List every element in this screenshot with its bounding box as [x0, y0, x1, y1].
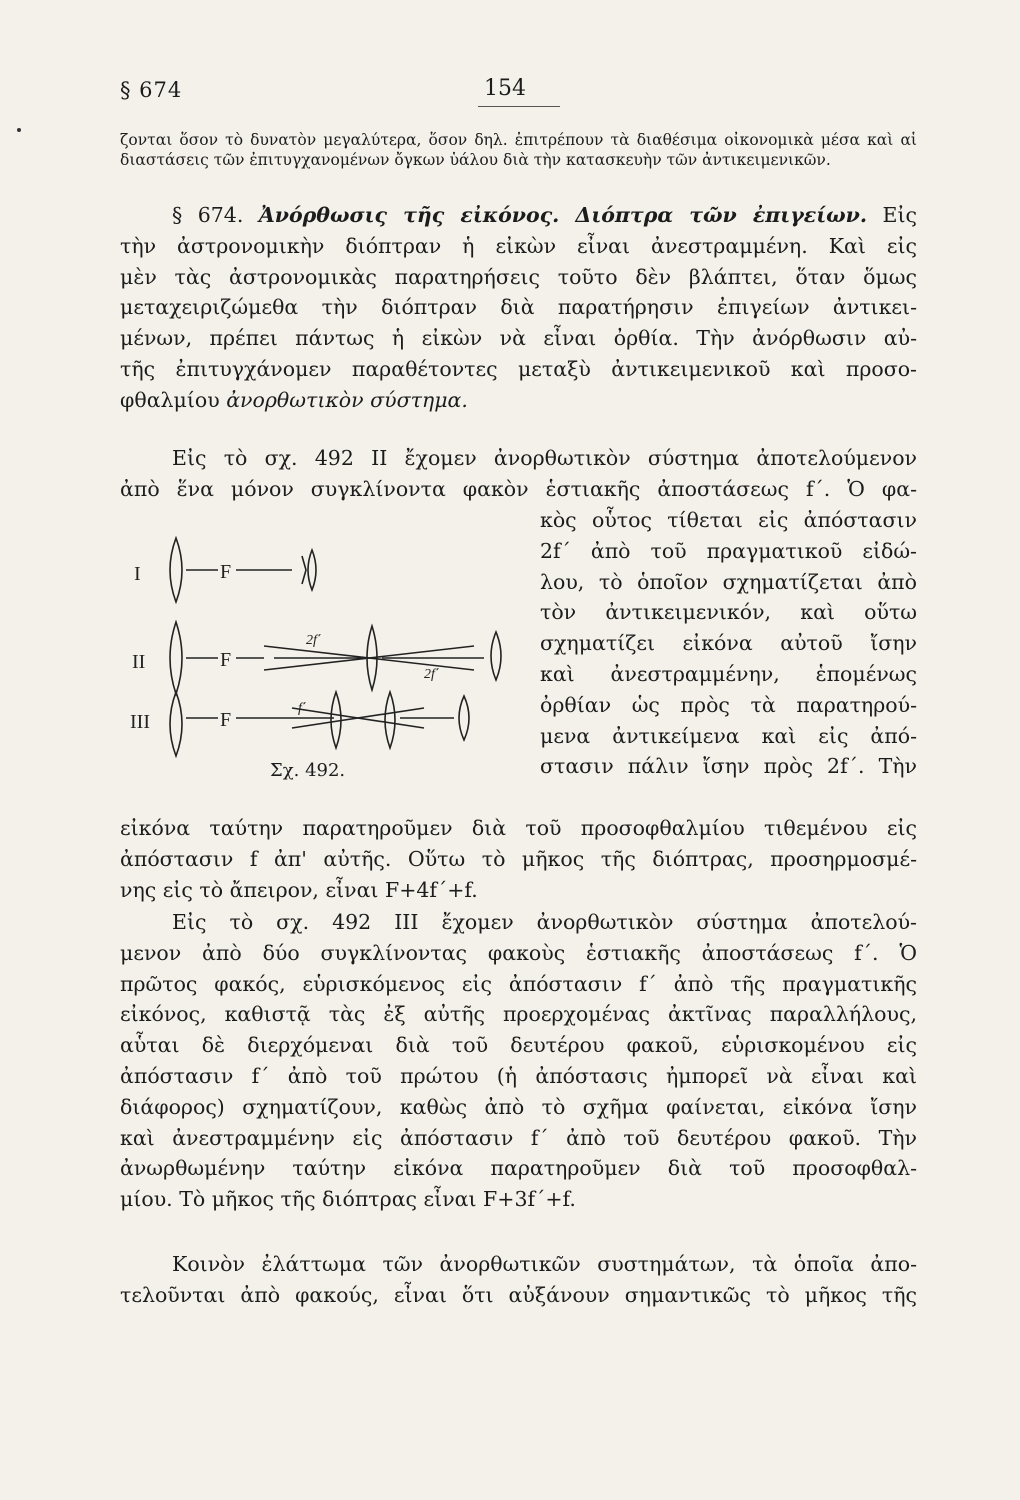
text-line: αὗται δὲ διερχόμεναι διὰ τοῦ δευτέρου φακοῦ, εὑρισκομένου εἰς	[120, 1033, 917, 1058]
text-line: διάφορος) σχηματίζουν, καθὼς ἀπὸ τὸ σχῆμα φαίνεται, εἰκόνα ἴσην	[120, 1094, 917, 1119]
small-print-paragraph: ζονται ὅσον τὸ δυνατὸν μεγαλύτερα, ὅσον δηλ. ἐπιτρέπουν τὰ διαθέσιμα οἰκονομικὰ μέσα καὶ αἱ διαστάσεις τῶν ἐπιτυγχανομένων ὄγκων ὑάλου διὰ τὴν κατασκευὴν τῶν ἀντικειμενικῶν.	[120, 131, 917, 169]
focal-label-II: F	[220, 649, 232, 671]
text-line: Κοινὸν ἐλάττωμα τῶν ἀνορθωτικῶν συστημάτων, τὰ ὁποῖα ἀπο-	[172, 1252, 917, 1276]
section-674-heading-line	[120, 203, 917, 234]
text-line: 2f΄ ἀπὸ τοῦ πραγματικοῦ εἰδώ-	[540, 538, 917, 563]
text-line: ὀρθίαν ὡς πρὸς τὰ παρατηρού-	[540, 692, 917, 717]
text-line: τὴν ἀστρονομικὴν διόπτραν ἡ εἰκὼν εἶναι ἀνεστραμμένη. Καὶ εἰς	[120, 233, 917, 258]
text-line: Εἰς τὸ σχ. 492 II ἔχομεν ἀνορθωτικὸν σύστημα ἀποτελούμενον	[172, 446, 917, 470]
text-fragment: φθαλμίου	[120, 387, 227, 412]
objective-lens-II	[170, 622, 182, 694]
text-line: καὶ ἀνεστραμμένην εἰς ἀπόστασιν f΄ ἀπὸ τοῦ δευτέρου φακοῦ. Τὴν	[120, 1125, 917, 1150]
paragraph-last	[120, 1252, 917, 1314]
paragraph-492-III	[120, 910, 917, 1218]
optics-diagram	[124, 528, 524, 798]
eyepiece-lens-II	[491, 632, 501, 680]
text-line: κὸς οὗτος τίθεται εἰς ἀπόστασιν	[540, 508, 917, 532]
text-line: ἀπόστασιν f΄ ἀπὸ τοῦ πρώτου (ἡ ἀπόστασις ἠμπορεῖ νὰ εἶναι καὶ	[120, 1063, 917, 1088]
text-line: μὲν τὰς ἀστρονομικὰς παρατηρήσεις τοῦτο δὲν βλάπτει, ὅταν ὅμως	[120, 264, 917, 289]
figure-492	[124, 528, 524, 798]
text-line: καὶ ἀνεστραμμένην, ἑπομένως	[540, 661, 917, 686]
text-line: μενα ἀντικείμενα καὶ εἰς ἀπό-	[540, 723, 917, 748]
paragraph-492-II	[120, 446, 917, 508]
text-line: τῆς ἐπιτυγχάνομεν παραθέτοντες μεταξὺ ἀντικειμενικοῦ καὶ προσο-	[120, 356, 917, 381]
label-2f: 2f΄	[306, 633, 322, 648]
section-header: § 674	[120, 78, 183, 102]
label-2f-second: 2f΄	[424, 667, 440, 682]
section-number: § 674.	[172, 203, 244, 227]
page-number-rule	[478, 106, 560, 107]
objective-lens-III	[170, 692, 182, 756]
text-line: λου, τὸ ὁποῖον σχηματίζεται ἀπὸ	[540, 569, 917, 594]
text-line: στασιν πάλιν ἴσην πρὸς 2f΄. Τὴν	[540, 754, 917, 779]
text-line: εἰκόνος, καθιστᾷ τὰς ἐξ αὐτῆς προερχομένας ἀκτῖνας παραλλήλους,	[120, 1002, 917, 1027]
page-speck	[17, 128, 21, 132]
row-label-III: III	[130, 711, 150, 733]
page-number: 154	[484, 76, 526, 101]
text-line: μεταχειριζώμεθα τὴν διόπτραν διὰ παρατήρησιν ἐπιγείων ἀντικει-	[120, 295, 917, 320]
text-line	[120, 388, 917, 419]
focal-label-I: F	[220, 561, 232, 583]
paragraph-492-II-continued	[120, 816, 917, 908]
erecting-lens-III-2	[385, 692, 395, 748]
text-line: εἰκόνα ταύτην παρατηροῦμεν διὰ τοῦ προσοφθαλμίου τιθεμένου εἰς	[120, 816, 917, 840]
focal-label-III: F	[220, 709, 232, 731]
text-line: Εἰς	[867, 203, 917, 227]
text-line: τὸν ἀντικειμενικόν, καὶ οὕτω	[540, 600, 917, 625]
text-line: μενον ἀπὸ δύο συγκλίνοντας φακοὺς ἑστιακῆς ἀποστάσεως f΄. Ὁ	[120, 940, 917, 965]
text-line: μένων, πρέπει πάντως ἡ εἰκὼν νὰ εἶναι ὀρθία. Τὴν ἀνόρθωσιν αὐ-	[120, 326, 917, 351]
section-title: Ἀνόρθωσις τῆς εἰκόνος. Διόπτρα τῶν ἐπιγείων.	[258, 203, 868, 227]
text-line: πρῶτος φακός, εὑρισκόμενος εἰς ἀπόστασιν f΄ ἀπὸ τῆς πραγματικῆς	[120, 971, 917, 996]
text-line: ἀνωρθωμένην ταύτην εἰκόνα παρατηροῦμεν διὰ τοῦ προσοφθαλ-	[120, 1156, 917, 1181]
section-674-paragraph	[120, 203, 917, 419]
objective-lens-I	[170, 538, 182, 602]
figure-wrap-text	[540, 508, 917, 785]
text-line: μίου. Τὸ μῆκος τῆς διόπτρας εἶναι F+3f΄+f.	[120, 1187, 576, 1212]
label-f: f΄	[298, 701, 307, 716]
figure-caption: Σχ. 492.	[270, 760, 346, 781]
text-line: Εἰς τὸ σχ. 492 III ἔχομεν ἀνορθωτικὸν σύστημα ἀποτελού-	[172, 910, 917, 934]
text-line: τελοῦνται ἀπὸ φακούς, εἶναι ὅτι αὐξάνουν σημαντικῶς τὸ μῆκος τῆς	[120, 1282, 917, 1307]
text-line: ἀπόστασιν f ἀπ' αὐτῆς. Οὕτω τὸ μῆκος τῆς διόπτρας, προσηρμοσμέ-	[120, 846, 917, 871]
text-line: σχηματίζει εἰκόνα αὐτοῦ ἴσην	[540, 631, 917, 656]
eyepiece-lens-I	[308, 550, 316, 590]
eyepiece-lens-III	[459, 696, 469, 740]
row-label-II: II	[132, 651, 146, 673]
italic-term: ἀνορθωτικὸν σύστημα.	[226, 387, 468, 412]
row-label-I: I	[134, 563, 141, 585]
text-line: νης εἰς τὸ ἄπειρον, εἶναι F+4f΄+f.	[120, 877, 478, 902]
text-line: ἀπὸ ἕνα μόνον συγκλίνοντα φακὸν ἑστιακῆς ἀποστάσεως f΄. Ὁ φα-	[120, 476, 917, 501]
